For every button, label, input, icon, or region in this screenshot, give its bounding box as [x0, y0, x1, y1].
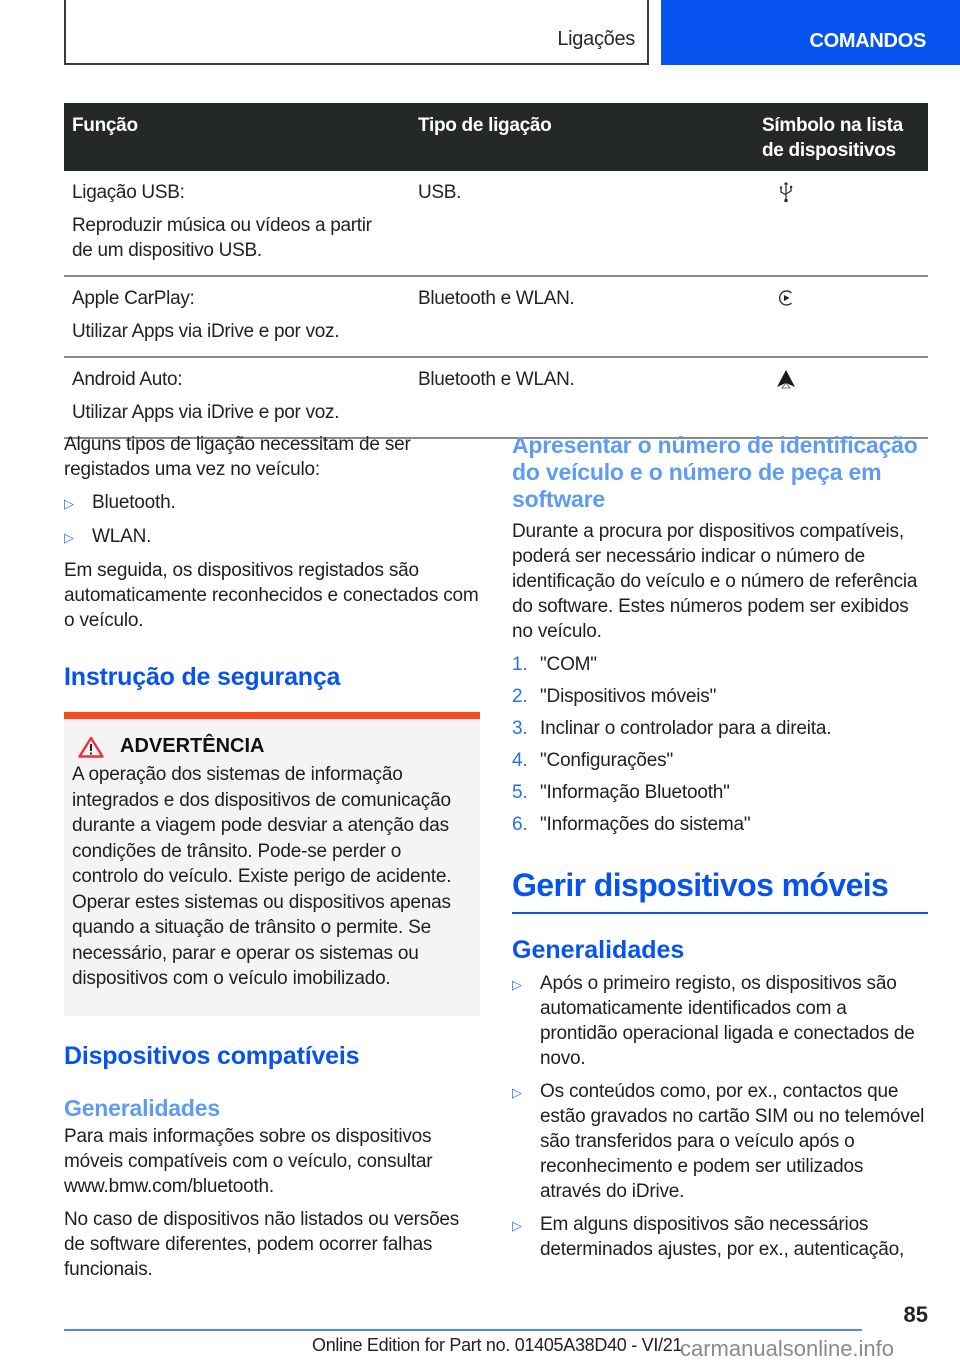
footer-divider	[64, 1329, 862, 1331]
manage-devices-heading: Gerir dispositivos móveis	[512, 867, 928, 914]
page-number: 85	[903, 1302, 928, 1327]
step-number: 3.	[512, 718, 528, 739]
connection-types-table	[64, 103, 928, 439]
symbol-cell	[754, 171, 928, 276]
step-number: 2.	[512, 686, 528, 707]
step-text: "COM"	[540, 654, 597, 675]
table-header-row	[64, 103, 928, 171]
function-title: Ligação USB:	[72, 182, 185, 203]
function-title: Android Auto:	[72, 369, 183, 390]
column-header-connection-type: Tipo de ligação	[410, 103, 754, 171]
warning-title: ADVERTÊNCIA	[120, 735, 265, 757]
registration-intro: Alguns tipos de ligação necessitam de ser registados uma vez no veículo:	[64, 434, 411, 480]
bullet-triangle-icon: ▷	[512, 977, 522, 992]
list-item	[512, 1212, 928, 1262]
warning-title-row	[72, 735, 472, 758]
list-item	[512, 652, 928, 677]
list-item-text: Em alguns dispositivos são necessários determinados ajustes, por ex., autenticação,	[540, 1214, 905, 1260]
carplay-icon	[776, 286, 796, 310]
step-text: "Configurações"	[540, 750, 674, 771]
list-item	[64, 524, 480, 550]
list-item-text: Os conteúdos como, por ex., contactos que estão gravados no cartão SIM ou no telemóvel são transferidos para o veículo após o reconhecimento e podem ser utilizados através do iDrive.	[540, 1081, 925, 1202]
warning-box	[64, 712, 480, 1016]
symbol-cell	[754, 357, 928, 438]
bullet-triangle-icon: ▷	[512, 1085, 522, 1100]
step-text: "Informação Bluetooth"	[540, 782, 730, 803]
function-cell	[64, 276, 410, 357]
symbol-cell	[754, 276, 928, 357]
section-title: Ligações	[557, 28, 635, 50]
warning-triangle-icon	[78, 736, 104, 758]
table-row	[64, 276, 928, 357]
vin-text: Durante a procura por dispositivos compatíveis, poderá ser necessário indicar o número de identificação do veículo e o número de referência do software. Estes números podem ser exibidos no veículo.	[512, 521, 918, 642]
function-cell	[64, 171, 410, 276]
connection-type-cell: USB.	[410, 171, 754, 276]
list-item	[512, 780, 928, 805]
step-number: 6.	[512, 814, 528, 835]
list-item-text: Bluetooth.	[92, 492, 176, 513]
android-auto-icon	[776, 367, 796, 391]
header-section-tab	[64, 0, 649, 65]
list-item	[512, 684, 928, 709]
function-desc: Utilizar Apps via iDrive e por voz.	[72, 402, 340, 423]
safety-heading: Instrução de segurança	[64, 663, 341, 691]
steps-list	[512, 652, 928, 837]
watermark: carmanualsonline.info	[680, 1336, 895, 1361]
chapter-title: COMANDOS	[809, 30, 926, 52]
table-row	[64, 357, 928, 438]
step-number: 5.	[512, 782, 528, 803]
connection-type-cell: Bluetooth e WLAN.	[410, 276, 754, 357]
compatible-general-subheading: Generalidades	[64, 1094, 220, 1121]
list-item	[512, 716, 928, 741]
connection-type-cell: Bluetooth e WLAN.	[410, 357, 754, 438]
header-chapter-tab	[661, 0, 960, 65]
compatible-devices-heading: Dispositivos compatíveis	[64, 1041, 360, 1070]
function-desc: Utilizar Apps via iDrive e por voz.	[72, 321, 340, 342]
step-text: Inclinar o controlador para a direita.	[540, 718, 832, 739]
step-number: 1.	[512, 654, 528, 675]
usb-icon	[776, 180, 796, 204]
compatible-warning-text: No caso de dispositivos não listados ou versões de software diferentes, podem ocorrer falhas funcionais.	[64, 1208, 460, 1280]
column-header-symbol-line2: de dispositivos	[762, 140, 896, 161]
function-cell	[64, 357, 410, 438]
warning-text: A operação dos sistemas de informação integrados e dos dispositivos de comunicação durante a viagem pode desviar a atenção das condições de trânsito. Pode-se perder o controlo do veículo. Existe perigo de acidente. Operar estes sistemas ou dispositivos apenas quando a situação de trânsito o permite. Se necessário, parar e operar os sistemas ou dispositivos com o veículo imobilizado.	[72, 764, 452, 989]
list-item-text: WLAN.	[92, 526, 152, 547]
function-title: Apple CarPlay:	[72, 288, 195, 309]
step-number: 4.	[512, 750, 528, 771]
manage-general-subheading: Generalidades	[512, 936, 685, 964]
step-text: "Dispositivos móveis"	[540, 686, 717, 707]
edition-text: Online Edition for Part no. 01405A38D40 - VI/21	[312, 1335, 683, 1355]
right-column	[512, 432, 928, 1262]
list-item	[512, 971, 928, 1071]
list-item	[64, 490, 480, 516]
step-text: "Informações do sistema"	[540, 814, 751, 835]
function-desc-line1: Reproduzir música ou vídeos a partir	[72, 215, 372, 236]
bullet-triangle-icon: ▷	[64, 530, 74, 545]
column-header-function: Função	[64, 103, 410, 171]
function-desc	[72, 213, 402, 263]
list-item	[512, 748, 928, 773]
list-item	[512, 812, 928, 837]
column-header-symbol	[754, 103, 928, 171]
bullet-triangle-icon: ▷	[64, 496, 74, 511]
compatible-info-text: Para mais informações sobre os dispositivos móveis compatíveis com o veículo, consultar www.bmw.com/bluetooth.	[64, 1125, 433, 1197]
vin-heading: Apresentar o número de identificação do veículo e o número de peça em software	[512, 432, 918, 512]
bullet-triangle-icon: ▷	[512, 1218, 522, 1233]
table-row	[64, 171, 928, 276]
list-item-text: Após o primeiro registo, os dispositivos são automaticamente identificados com a prontidão operacional ligada e conectados de novo.	[540, 973, 915, 1069]
column-header-symbol-line1: Símbolo na lista	[762, 115, 903, 136]
registration-after: Em seguida, os dispositivos registados são automaticamente reconhecidos e conectados com o veículo.	[64, 560, 479, 631]
function-desc-line2: de um dispositivo USB.	[72, 240, 262, 261]
list-item	[512, 1079, 928, 1204]
left-column	[64, 432, 480, 1282]
